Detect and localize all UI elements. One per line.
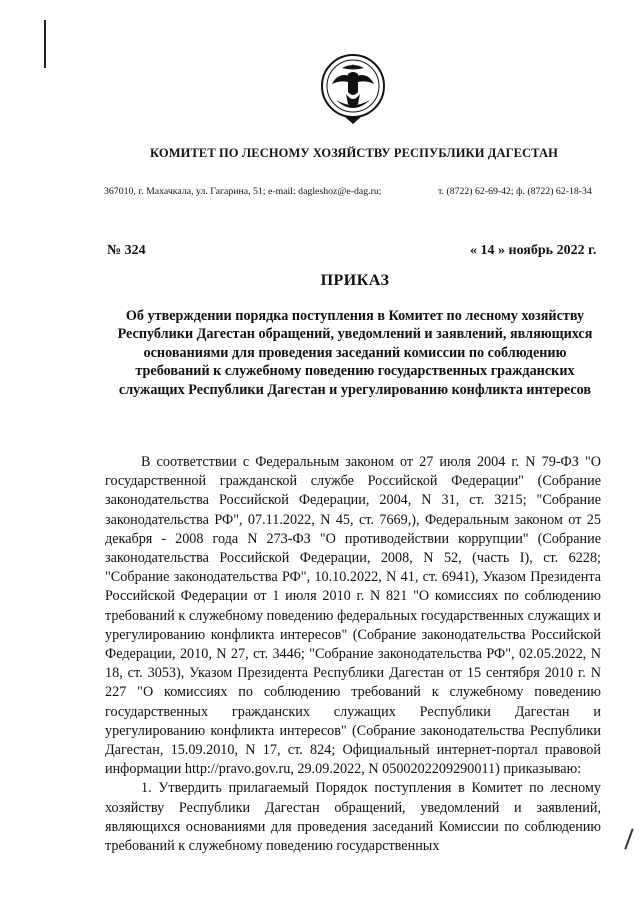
- organization-phones: т. (8722) 62-69-42; ф. (8722) 62-18-34: [438, 186, 592, 197]
- organization-name: КОМИТЕТ ПО ЛЕСНОМУ ХОЗЯЙСТВУ РЕСПУБЛИКИ ДАГЕСТАН: [150, 146, 558, 160]
- scan-artifact-line: [44, 20, 46, 68]
- order-subject: Об утверждении порядка поступления в Комитет по лесному хозяйству Республики Дагестан обращений, уведомлений и заявлений, являющихся основаниями для проведения заседаний комиссии по соблюдению требований к служебному поведению государственных гражданских служащих Республики Дагестан и урегулированию конфликта интересов: [117, 308, 593, 398]
- order-date: « 14 » ноябрь 2022 г.: [470, 243, 597, 258]
- document-title: ПРИКАЗ: [320, 272, 390, 289]
- order-number: № 324: [107, 243, 146, 258]
- coat-of-arms-icon: [318, 50, 388, 130]
- scan-artifact-tick: [624, 828, 633, 849]
- body-paragraph-preamble: В соответствии с Федеральным законом от 27 июля 2004 г. N 79-ФЗ "О государственной гражданской службе Российской Федерации" (Собрание законодательства Российской Федерации, 2004, N 31, ст. 3215; "Собрание законодательства РФ", 07.11.2022, N 45, ст. 7669,), Федеральным законом от 25 декабря - 2008 года N 273-ФЗ "О противодействии коррупции" (Собрание законодательства Российской Федерации, 2008, N 52, (часть I), ст. 6228; "Собрание законодательства РФ", 10.10.2022, N 41, ст. 6941), Указом Президента Российской Федерации от 1 июля 2010 г. N 821 "О комиссиях по соблюдению требований к служебному поведению федеральных государственных служащих и урегулированию конфликта интересов" (Собрание законодательства Российской Федерации, 2010, N 27, ст. 3446; "Собрание законодательства РФ", 02.05.2022, N 18, ст. 3053), Указом Президента Республики Дагестан от 15 сентября 2010 г. N 227 "О комиссиях по соблюдению требований к служебному поведению государственных гражданских служащих Республики Дагестан и урегулированию конфликта интересов" (Собрание законодательства Республики Дагестан, 15.09.2010, N 17, ст. 824; Официальный интернет-портал правовой информации http://pravo.gov.ru, 29.09.2022, N 0500202209290011) приказываю:: [105, 454, 601, 778]
- organization-address: 367010, г. Махачкала, ул. Гагарина, 51; e-mail: dagleshoz@e-dag.ru;: [104, 186, 382, 197]
- body-paragraph-item-1: 1. Утвердить прилагаемый Порядок поступления в Комитет по лесному хозяйству Республики Дагестан обращений, уведомлений и заявлений, являющихся основаниями для проведения заседаний Комиссии по соблюдению требований к служебному поведению государственных: [105, 780, 601, 855]
- order-body: [105, 453, 601, 856]
